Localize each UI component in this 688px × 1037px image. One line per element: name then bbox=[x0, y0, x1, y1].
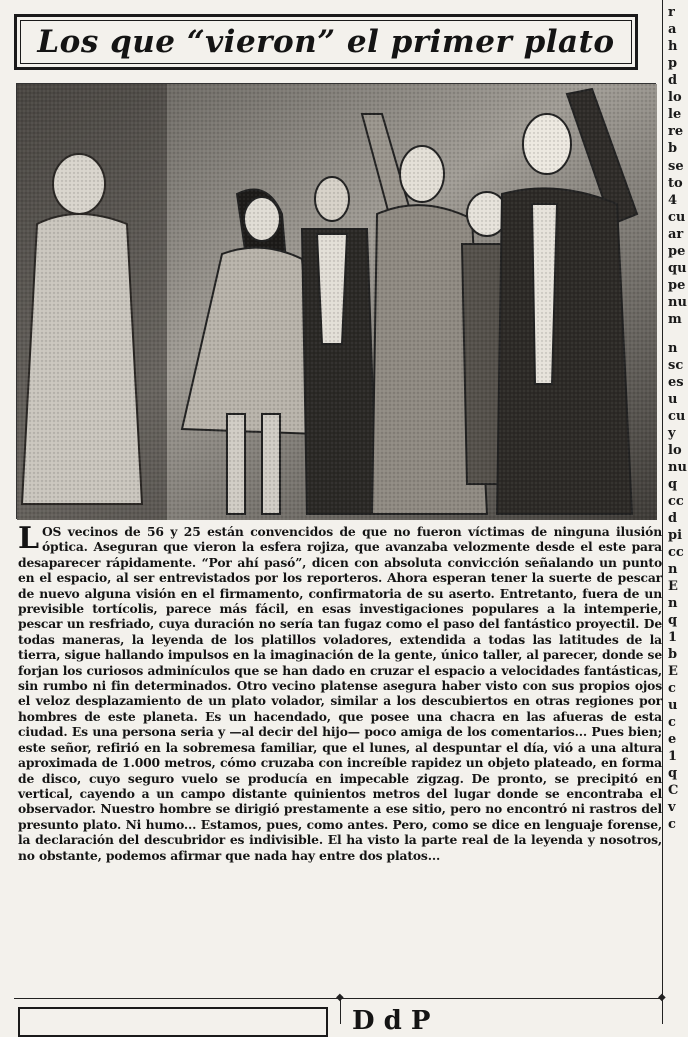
adjacent-column-fragment-top: r a h p d lo le re b bbox=[668, 5, 684, 156]
article-headline: Los que “vieron” el primer plato bbox=[37, 24, 615, 60]
column-rule-right bbox=[662, 0, 663, 1024]
adjacent-column-fragment-lower: n sc es u cu y lo nu q cc d pi cc n E n q 1 b E c u c e 1 q C v c bbox=[668, 341, 687, 832]
photo-illustration bbox=[17, 84, 657, 520]
ornament-diamond-icon: ◆ bbox=[658, 992, 666, 1003]
next-article-box bbox=[18, 1007, 328, 1037]
next-article-headline: D d P bbox=[352, 1006, 431, 1036]
column-rule-bottom-divider bbox=[340, 1000, 341, 1024]
news-photo bbox=[16, 83, 656, 519]
drop-cap: L bbox=[18, 521, 39, 556]
ornament-diamond-icon: ◆ bbox=[336, 992, 344, 1003]
article-text: OS vecinos de 56 y 25 están convencidos de que no fueron víctimas de ninguna ilusión óptica. Aseguran que vieron la esfera rojiza, que avanzaba velozmente desde el este para desaparecer rápidamente. “Por ahí pasó”, dicen con absoluta convicción señalando un punto en el espacio, al ser entrevistados por los reporteros. Ahora esperan tener la suerte de pescar de nuevo alguna visión en el firmamento, confirmatoria de su aserto. Entretanto, fuera de un previsible tortícolis, parece más fácil, en esas investigaciones populares a la intemperie, pescar un resfriado, cuya duración no sería tan fugaz como el paso del fantástico proyectil. De todas maneras, la leyenda de los platillos voladores, extendida a todas las latitudes de la tierra, sigue hallando impulsos en la imaginación de la gente, único taller, al parecer, donde se forjan los curiosos adminículos que se han dado en cruzar el espacio a velocidades fantásticas, sin rumbo ni fin determinados. Otro vecino platense asegura haber visto con sus propios ojos el veloz desplazamiento de un plato volador, similar a los descubiertos en otras regiones por hombres de este planeta. Es un hacendado, que posee una chacra en las afueras de esta ciudad. Es una persona seria y —al decir del hijo— poco amiga de los comentarios... Pues bien; este señor, refirió en la sobremesa familiar, que el lunes, al despuntar el día, vió a una altura aproximada de 1.000 metros, cómo cruzaba con increíble rapidez un objeto plateado, en forma de disco, cuyo seguro vuelo se producía en impecable zigzag. De pronto, se precipitó en vertical, cayendo a un campo distante quinientos metros del lugar donde se encontraba el observador. Nuestro hombre se dirigió prestamente a ese sitio, pero no encontró ni rastros del presunto plato. Ni humo... Estamos, pues, como antes. Pero, como se dice en lenguaje forense, la declaración del descubridor es indivisible. El ha visto la parte real de la leyenda y nosotros, no obstante, podemos afirmar que nada hay entre dos platos... bbox=[18, 524, 662, 863]
article-body bbox=[18, 521, 662, 863]
headline-box bbox=[14, 14, 638, 70]
adjacent-column-fragment-middle: se to 4 cu ar pe qu pe nu m bbox=[668, 159, 687, 327]
